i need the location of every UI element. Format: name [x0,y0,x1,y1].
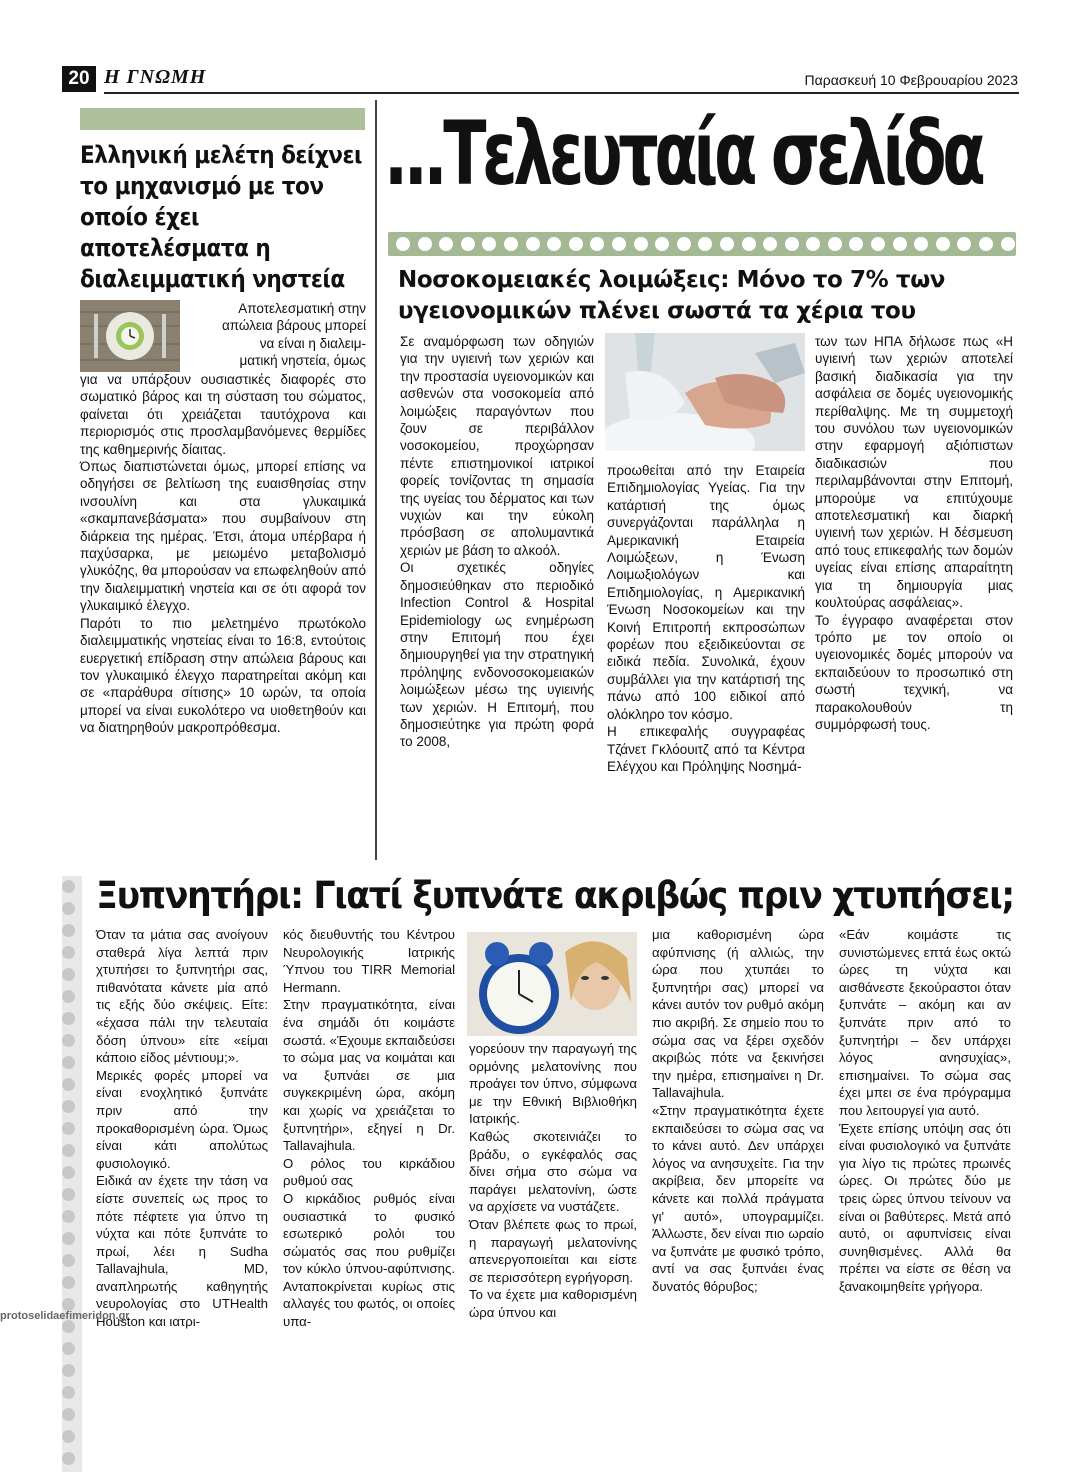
paragraph: γορεύουν την παραγωγή της ορμόνης μελατονίνης που προάγει τον ύπνο, σύμφωνα με την Εθνική Βιβλιοθήκη Ιατρικής. [469,1041,637,1127]
paragraph: Μερικές φορές μπορεί να είναι ενοχλητικό ξυπνάτε πριν από την προκαθορισμένη ώρα. Όμως είναι κάτι απολύτως φυσιολογικό. [96,1067,268,1171]
paragraph: Ο ρόλος του κιρκάδιου ρυθμού σας [283,1155,455,1189]
dot-ornament [655,237,669,251]
paragraph: για να υπάρξουν ουσιαστικές διαφορές στο σωματικό βάρος και τη σύσταση του σώματος, φαίνεται ότι χρειάζεται ταυτόχρονα και περιορισμός στις προσλαμβανόμενες θερμίδες της καθημερινής δίαιτας. [80,372,366,457]
paragraph: κός διευθυντής του Κέντρου Νευρολογικής Ιατρικής Ύπνου του TIRR Memorial Hermann. [283,927,455,995]
dot-ornament [62,1364,75,1377]
dot-ornament [763,237,777,251]
right-article-col3 [815,333,1013,733]
left-article-body [80,371,366,737]
dot-ornament [62,880,75,893]
paragraph: Το έγγραφο αναφέρεται στον τρόπο με τον οποίο οι υγειονομικές δομές μπορούν να εκπαιδεύουν το προσωπικό στη σωστή τεχνική, να παρακολουθούν τη συμμόρφωσή τους. [815,612,1013,732]
dot-ornament [806,237,820,251]
dot-ornament [634,237,648,251]
dot-ornament [62,968,75,981]
dot-ornament [1001,237,1015,251]
dot-ornament [62,1012,75,1025]
dot-ornament [62,1276,75,1289]
section-title: ...Τελευταία σελίδα [384,102,982,205]
dot-ornament [612,237,626,251]
left-article-headline: Ελληνική μελέτη δείχνει το μηχανισμό με τον οποίο έχει αποτελέσματα η διαλειμματική νηστεία [80,141,362,293]
dot-ornament [62,946,75,959]
left-article-intro [186,300,366,370]
column-divider [375,100,377,860]
paragraph: Ο κιρκάδιος ρυθμός είναι ουσιαστικά το φυσικό εσωτερικό ρολόι του σώματός σας που ρυθμίζει τον κύκλο ύπνου-αφύπνισης. Ανταποκρίνεται κυρίως στις αλλαγές του φωτός, οι οποίες υπα- [283,1190,455,1330]
paragraph: Στην πραγματικότητα, είναι ένα σημάδι ότι κοιμάστε σωστά. «Έχουμε εκπαιδεύσει το σώμα μας να κοιμάται και να ξυπνάει σε μια συγκεκριμένη ώρα, ακόμη και χωρίς να χρειάζεται το ξυπνητήρι», εξηγεί η Dr. Tallavajhula. [283,997,455,1154]
dot-ornament [439,237,453,251]
issue-date: Παρασκευή 10 Φεβρουαρίου 2023 [804,72,1018,88]
dot-ornament [62,1232,75,1245]
dot-ornament [893,237,907,251]
right-article-col2 [607,462,805,775]
paragraph: Ειδικά αν έχετε την τάση να είστε συνεπείς ως προς το πότε πέφτετε για ύπνο τη νύχτα και πότε ξυπνάτε το πρωί, λέει η Sudha Tallavajhula, MD, αναπληρωτής καθηγητής νευρολογίας στο UTHealth Houston και ιατρι- [96,1173,268,1330]
dot-ornament [742,237,756,251]
bottom-col2 [283,926,455,1331]
dot-ornament [979,237,993,251]
alarm-clock-image [467,932,637,1036]
dotted-accent-bar [388,232,1016,256]
dot-ornament [418,237,432,251]
dot-ornament [828,237,842,251]
left-accent-bar [80,108,365,130]
dot-ornament [62,924,75,937]
dot-ornament [62,902,75,915]
paragraph: Καθώς σκοτεινιάζει το βράδυ, ο εγκέφαλός σας δίνει σήμα στο σώμα να παράγει μελατονίνη, ώστε να αρχίσετε να νυστάζετε. [469,1128,637,1215]
dot-ornament [62,1056,75,1069]
paragraph: των των ΗΠΑ δήλωσε πως «Η υγιεινή των χεριών αποτελεί βασική διαδικασία για την ασφάλεια σε δομές υγειονομικής περίθαλψης. Με τη συμμετοχή του συνόλου των υγειονομικών στην εφαρμογή αξιόπιστων διαδικασιών που περιλαμβάνονται στην Επιτομή, μπορούμε να επιτύχουμε αποτελεσματική και διαρκή υγιεινή των χεριών. Η δέσμευση από τους επικεφαλής των δομών υγείας είναι επίσης απαραίτητη για τη δημιουργία μιας κουλτούρας ασφάλειας». [815,334,1013,611]
intro-line: ματική νηστεία, όμως [239,353,366,369]
clock-plate-image [80,300,180,372]
dot-ornament [482,237,496,251]
dot-ornament [396,237,410,251]
paragraph: Όταν βλέπετε φως το πρωί, η παραγωγή μελατονίνης απενεργοποιείται και είστε σε περισσότερη εγρήγορση. [469,1216,637,1285]
paragraph: Η επικεφαλής συγγραφέας Τζάνετ Γκλόουιτζ από τα Κέντρα Ελέγχου και Πρόληψης Νοσημά- [607,724,805,774]
dot-ornament [62,1100,75,1113]
paragraph: «Στην πραγματικότητα έχετε εκπαιδεύσει το σώμα σας να το κάνει αυτό. Δεν υπάρχει λόγος να ανησυχείτε. Για την ακρίβεια, δεν μπορείτε να κάνετε και πολλά πράγματα γι' αυτό», υπογραμμίζει. Άλλωστε, δεν είναι πιο ωραίο να ξυπνάτε με φυσικό τρόπο, αντί να σας ξυπνάει ένας δυνατός θόρυβος; [652,1102,824,1294]
dot-ornament [720,237,734,251]
paragraph: Όπως διαπιστώνεται όμως, μπορεί επίσης να οδηγήσει σε βελτίωση της ευαισθησίας στην ινσουλίνη και στα γλυκαιμικά «σκαμπανεβάσματα» που συμβαίνουν στη διάρκεια της ημέρας. Έτσι, άτομα υπέρβαρα ή παχύσαρκα, με μειωμένο μεταβολισμό γλυκόζης, θα μπορούσαν να επωφεληθούν από την διαλειμματική νηστεία και σε ότι αφορά τον γλυκαιμικό έλεγχο. [80,459,366,614]
bottom-article-headline: Ξυπνητήρι: Γιατί ξυπνάτε ακριβώς πριν χτυπήσει; [96,874,1014,917]
intro-line: απώλεια βάρους μπορεί [221,318,366,334]
dot-ornament [62,1210,75,1223]
watermark: protoselidaefimeridon.gr [0,1310,130,1322]
dot-ornament [62,1254,75,1267]
page-number: 20 [62,66,96,92]
dot-ornament [569,237,583,251]
dot-ornament [62,1342,75,1355]
intro-line: Αποτελεσματική στην [238,301,366,316]
paragraph: Οι σχετικές οδηγίες δημοσιεύθηκαν στο περιοδικό Infection Control & Hospital Epidemiology ως ενημέρωση στην Επιτομή που έχει δημιουργηθεί για την στρατηγική πρόληψης ενδονοσοκομειακών λοιμώξεων μέσω της υγιεινής των χεριών. Η Επιτομή, που δημοσιεύτηκε για πρώτη φορά το 2008, [400,560,594,750]
dot-ornament [785,237,799,251]
dot-ornament [62,1144,75,1157]
dot-ornament [461,237,475,251]
dot-ornament [62,990,75,1003]
paragraph: Έχετε επίσης υπόψη σας ότι είναι φυσιολογικό να ξυπνάτε για λίγο τις πρώτες πρωινές ώρες. Οι πρώτες δύο με τρεις ώρες ύπνου τείνουν να είναι οι βαθύτερες. Μετά από αυτό, οι αφυπνίσεις είναι συνηθισμένες. Αλλά θα πρέπει να είστε σε θέση να ξανακοιμηθείτε γρήγορα. [839,1120,1011,1294]
intro-line: να είναι η διαλειμ- [259,335,366,351]
paragraph: Σε αναμόρφωση των οδηγιών για την υγιεινή των χεριών και την προστασία υγειονομικών και ασθενών στα νοσοκομεία από λοιμώξεις παραγόντων που ζουν σε περιβάλλον νοσοκομείου, προχώρησαν πέντε επιστημονικοί ιατρικοί φορείς τονίζοντας τη σημασία της υγείας του δέρματος και των νυχιών και την εύκολη πρόσβαση σε απολυμαντικά χεριών με βάση το αλκοόλ. [400,334,594,558]
paragraph: Το να έχετε μια καθορισμένη ώρα ύπνου και [469,1287,637,1320]
dot-ornament [871,237,885,251]
dot-ornament [936,237,950,251]
right-article-col1 [400,333,594,751]
dot-ornament [526,237,540,251]
bottom-col5 [839,926,1011,1295]
dot-ornament [62,1034,75,1047]
paragraph: «Εάν κοιμάστε τις συνιστώμενες επτά έως οκτώ ώρες τη νύχτα και αισθάνεστε ξεκούραστοι όταν ξυπνάτε – ακόμη και αν ξυπνάτε πριν από το ξυπνητήρι – δεν υπάρχει λόγος ανησυχίας», επισημαίνει. Το σώμα σας έχει μπει σε ένα πρόγραμμα που λειτουργεί για αυτό. [839,927,1011,1118]
right-article-headline: Νοσοκομειακές λοιμώξεις: Μόνο το 7% των υγειονομικών πλένει σωστά τα χέρια του [398,267,946,324]
dot-ornament [957,237,971,251]
dot-ornament [62,1386,75,1399]
bottom-col4 [652,926,824,1295]
paragraph: προωθείται από την Εταιρεία Επιδημιολογίας Υγείας. Για την κατάρτισή της όμως συνεργάζονται παράλληλα η Αμερικανική Εταιρεία Λοιμώξεων, η Ένωση Λοιμωξιολόγων και Επιδημιολογίας, η Αμερικανική Ένωση Νοσοκομείων και την Κοινή Επιτροπή εκπροσώπων φορέων που εξειδικεύονται σε ειδικά πεδία. Συνολικά, έχουν συμβάλλει για την κατάρτισή της πάνω από 100 ειδικοί από ολόκληρο τον κόσμο. [607,463,805,722]
paragraph: μια καθορισμένη ώρα αφύπνισης (ή αλλιώς, την ώρα που χτυπάει το ξυπνητήρι σας) μπορεί να κάνει αυτόν τον ρυθμό ακόμη πιο ακριβή. Σε σημείο που το σώμα σας να ξέρει σχεδόν ακριβώς πότε να ξεκινήσει την ημέρα, επισημαίνει η Dr. Tallavajhula. [652,927,824,1101]
paragraph: Παρότι το πιο μελετημένο πρωτόκολο διαλειμματικής νηστείας είναι το 16:8, εντούτοις ευεργετική επίδραση στην απώλεια βάρους και τον γλυκαιμικό έλεγχο παρατηρείται ακόμη και σε «παράθυρα σίτισης» 10 ωρών, τα οποία μπορεί να είναι ευκολότερο να υιοθετηθούν και να διατηρηθούν μακροπρόθεσμα. [80,615,366,736]
bottom-dot-column [62,880,80,1470]
bottom-col1 [96,926,268,1331]
dot-ornament [677,237,691,251]
header-rule [104,92,1019,94]
bottom-col3 [469,1040,637,1322]
dot-ornament [590,237,604,251]
paragraph: Όταν τα μάτια σας ανοίγουν σταθερά λίγα λεπτά πριν χτυπήσει το ξυπνητήρι σας, πιθανότατα κάνετε μία από τις εξής δύο σκέψεις. Είτε: «έχασα πάλι την τελευταία δόση ύπνου» είτε «είμαι κάποιο είδος μέντιουμ;». [96,927,268,1066]
dot-ornament [849,237,863,251]
dot-ornament [62,1078,75,1091]
dot-ornament [62,1430,75,1443]
dot-ornament [62,1166,75,1179]
dot-ornament [62,1122,75,1135]
dot-ornament [62,1452,75,1465]
dot-ornament [504,237,518,251]
dot-ornament [914,237,928,251]
dot-ornament [62,1188,75,1201]
dot-ornament [62,1408,75,1421]
handwashing-image [605,333,805,451]
dot-ornament [547,237,561,251]
dot-ornament [698,237,712,251]
newspaper-logo: Η ΓΝΩΜΗ [104,66,207,88]
